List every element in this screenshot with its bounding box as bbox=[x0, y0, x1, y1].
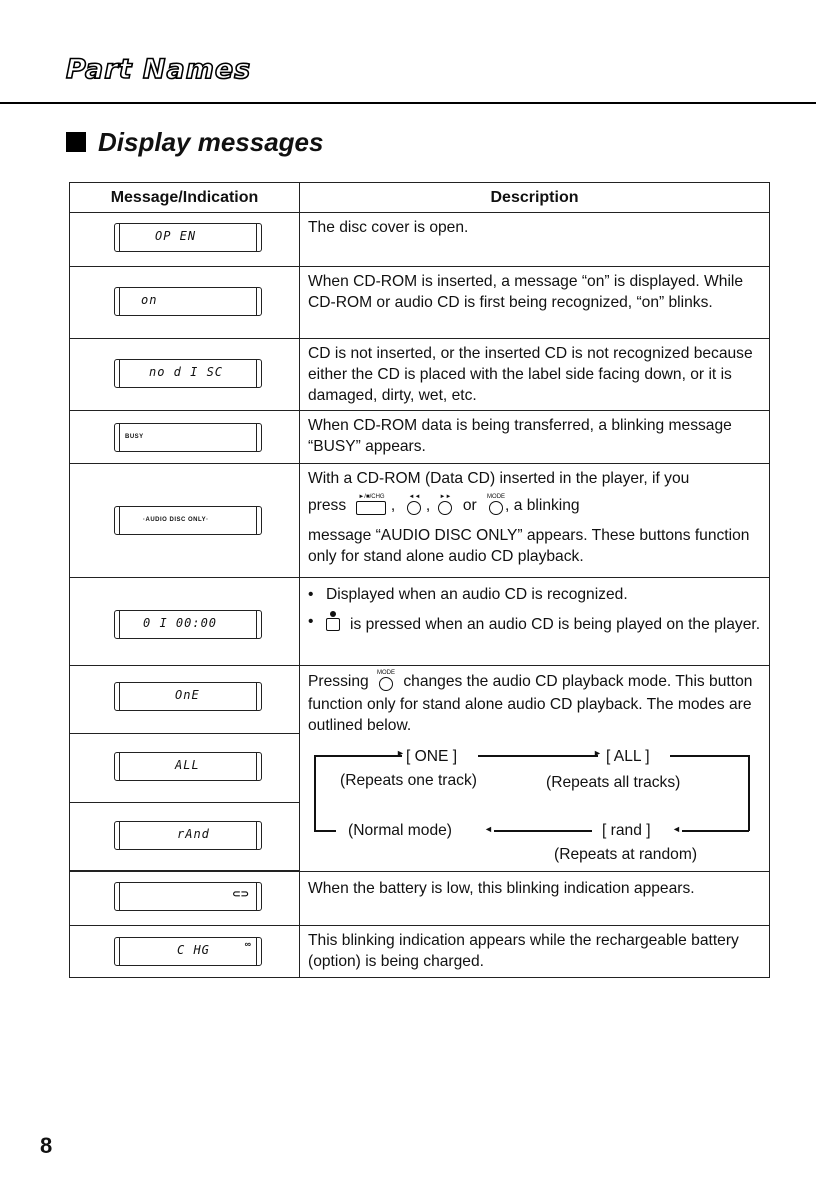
display-cell bbox=[70, 267, 300, 339]
display-cell bbox=[70, 926, 300, 978]
table-row bbox=[70, 213, 770, 267]
arrow-head-icon: ► bbox=[593, 748, 602, 758]
or-text: or bbox=[462, 497, 477, 514]
press-text: press bbox=[308, 497, 347, 514]
display-cell bbox=[70, 578, 300, 666]
skip-forward-icon bbox=[438, 501, 452, 515]
table-row bbox=[70, 339, 770, 411]
lcd-display bbox=[114, 882, 262, 911]
description-cell: The disc cover is open. bbox=[300, 213, 770, 267]
square-bullet-icon bbox=[66, 132, 86, 152]
description-cell: When the battery is low, this blinking indication appears. bbox=[300, 872, 770, 926]
blinking-text: , a blinking bbox=[505, 497, 580, 514]
flow-arrow bbox=[682, 830, 749, 832]
arrow-head-icon: ► bbox=[396, 748, 405, 758]
mode-label: MODE bbox=[487, 493, 506, 500]
battery-icon: ∞ bbox=[244, 939, 251, 949]
bullet-text: Displayed when an audio CD is recognized. bbox=[326, 586, 628, 603]
lcd-display bbox=[114, 610, 262, 639]
table-row bbox=[70, 872, 770, 926]
stop-dot-icon bbox=[330, 611, 336, 617]
mode-desc-text: changes the audio CD playback mode. This button function only for stand alone audio CD playback. The modes are outlined below. bbox=[308, 673, 753, 734]
lcd-display bbox=[114, 359, 262, 388]
col-header-message: Message/Indication bbox=[70, 183, 300, 213]
skip-forward-label: ►► bbox=[439, 493, 452, 500]
display-cell bbox=[70, 213, 300, 267]
description-cell: When CD-ROM data is being transferred, a blinking message “BUSY” appears. bbox=[300, 411, 770, 464]
skip-forward-button bbox=[438, 494, 452, 518]
lcd-text: ·AUDIO DISC ONLY· bbox=[143, 517, 209, 523]
mode-label: MODE bbox=[377, 670, 396, 676]
flow-arrow bbox=[670, 755, 748, 757]
lcd-display bbox=[114, 937, 262, 966]
mode-button bbox=[377, 670, 395, 694]
lcd-display bbox=[114, 423, 262, 452]
lcd-text: OP EN bbox=[155, 229, 197, 243]
bullet-item: • is pressed when an audio CD is being played on the player. bbox=[308, 613, 761, 633]
display-cell bbox=[70, 872, 300, 926]
mode-icon bbox=[489, 501, 503, 515]
lcd-display bbox=[114, 752, 262, 781]
display-cell bbox=[70, 666, 300, 734]
lcd-display bbox=[114, 223, 262, 252]
display-cell bbox=[70, 411, 300, 464]
lcd-display bbox=[114, 287, 262, 316]
mode-icon bbox=[379, 677, 393, 691]
display-cell bbox=[70, 734, 300, 803]
display-cell bbox=[70, 803, 300, 871]
arrow-head-icon: ◄ bbox=[672, 824, 681, 834]
display-cell bbox=[70, 464, 300, 578]
desc-line: message “AUDIO DISC ONLY” appears. These buttons function only for stand alone audio CD playback. bbox=[308, 527, 750, 565]
mode-rand: [ rand ] bbox=[602, 822, 651, 839]
part-names-heading: Part Names bbox=[66, 54, 252, 85]
flow-arrow bbox=[494, 830, 592, 832]
bullet-text-2: is pressed when an audio CD is being played on the player. bbox=[350, 616, 761, 633]
section-title bbox=[66, 127, 323, 158]
lcd-text: C HG bbox=[177, 943, 210, 957]
section-title-text: Display messages bbox=[98, 127, 324, 157]
description-cell bbox=[300, 464, 770, 578]
lcd-text: on bbox=[141, 293, 158, 307]
arrow-head-icon: ◄ bbox=[484, 824, 493, 834]
lcd-display bbox=[114, 821, 262, 850]
description-cell bbox=[300, 666, 770, 872]
stop-button bbox=[326, 611, 340, 634]
table-header-row bbox=[70, 183, 770, 213]
lcd-text: OnE bbox=[175, 688, 200, 702]
lcd-text: BUSY bbox=[125, 434, 144, 440]
description-cell: When CD-ROM is inserted, a message “on” is displayed. While CD-ROM or audio CD is first being recognized, “on” blinks. bbox=[300, 267, 770, 339]
lcd-text: no d I SC bbox=[149, 365, 224, 379]
header-rule bbox=[0, 102, 816, 104]
table-row bbox=[70, 926, 770, 978]
flow-arrow bbox=[314, 755, 316, 831]
page-number: 8 bbox=[40, 1133, 53, 1158]
mode-one: [ ONE ] bbox=[406, 748, 458, 765]
table-row bbox=[70, 666, 770, 734]
skip-back-label: ◄◄ bbox=[408, 493, 421, 500]
button-sequence: press ►/■/CHG , ◄◄ , ►► or MODE , a blinking bbox=[308, 493, 763, 519]
mode-flow-diagram bbox=[308, 746, 763, 866]
lcd-display bbox=[114, 506, 262, 535]
flow-arrow bbox=[314, 830, 336, 832]
normal-mode-text: (Normal mode) bbox=[348, 822, 452, 839]
table-row bbox=[70, 578, 770, 666]
skip-back-icon bbox=[407, 501, 421, 515]
description-cell: This blinking indication appears while the rechargeable battery (option) is being charged. bbox=[300, 926, 770, 978]
stop-icon bbox=[326, 618, 340, 631]
lcd-text: 0 I 00:00 bbox=[143, 616, 218, 630]
col-header-description: Description bbox=[300, 183, 770, 213]
description-cell bbox=[300, 578, 770, 666]
desc-line: With a CD-ROM (Data CD) inserted in the player, if you bbox=[308, 470, 690, 487]
bullet-text bbox=[326, 611, 760, 635]
battery-icon: ⊂⊃ bbox=[232, 889, 249, 900]
mode-all: [ ALL ] bbox=[606, 748, 650, 765]
repeats-all-text: (Repeats all tracks) bbox=[546, 774, 681, 791]
repeats-one-text: (Repeats one track) bbox=[340, 772, 477, 789]
flow-arrow bbox=[478, 755, 598, 757]
lcd-text: rAnd bbox=[177, 827, 210, 841]
display-cell bbox=[70, 339, 300, 411]
flow-arrow bbox=[314, 755, 402, 757]
play-stop-button bbox=[356, 494, 386, 518]
repeats-random-text: (Repeats at random) bbox=[554, 846, 698, 863]
play-stop-icon bbox=[356, 501, 386, 515]
flow-arrow bbox=[748, 755, 750, 831]
pressing-text: Pressing bbox=[308, 673, 369, 691]
mode-description bbox=[308, 670, 763, 736]
table-row bbox=[70, 411, 770, 464]
description-cell: CD is not inserted, or the inserted CD is not recognized because either the CD is placed with the label side facing down, or it is damaged, dirty, wet, etc. bbox=[300, 339, 770, 411]
bullet-item: • Displayed when an audio CD is recognized. bbox=[308, 586, 628, 603]
table-row bbox=[70, 267, 770, 339]
lcd-text: ALL bbox=[175, 758, 200, 772]
play-stop-label: ►/■/CHG bbox=[358, 493, 385, 500]
mode-button bbox=[487, 494, 505, 518]
table-row bbox=[70, 464, 770, 578]
lcd-display bbox=[114, 682, 262, 711]
display-messages-table bbox=[69, 182, 770, 978]
skip-back-button bbox=[407, 494, 421, 518]
